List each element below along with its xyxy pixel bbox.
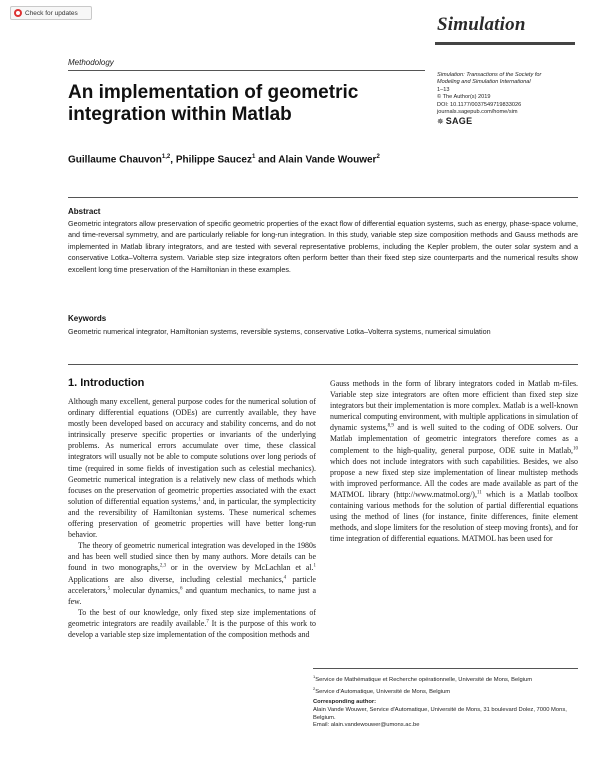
page-range: 1–13 — [437, 86, 450, 93]
author-affiliation: 2 — [376, 154, 380, 160]
citation: 7 — [206, 619, 209, 625]
author-name: Alain Vande Wouwer — [278, 154, 377, 166]
paragraph: Gauss methods in the form of library integrators coded in Matlab m-files. Variable step size integrators are often more efficient than fixed step size integrators but their implementation is more complex. Matlab is a well-known numerical computing environment, with multiple applications in simulation of dynamic systems,$^{8,9}$ and is well suited to the coding of ODE solvers. Our Matlab implementation of geometric integrators therefore comes as a complement to the high-quality, general purpose, ODE suite in Matlab,$^{10}$ which does not include integrators with such capabilities. Besides, we also propose a new fixed step size implementation of linear multistep methods with improved performance. All the codes are made available as part of the MATMOL library (http://www.matmol.org/),$^{11}$ which is a Matlab toolbox containing various methods for the solution of partial differential equations using the method of lines (for instance, finite differences, finite element methods, and slope limiters for the resolution of steep moving fronts), and for time integration of differential equations. MATMOL has been used for — [330, 379, 578, 544]
update-icon — [14, 9, 22, 17]
paragraph: Although many excellent, general purpose codes for the numerical solution of ordinary differential equations (ODEs) are currently available, they have mostly been developed based on accuracy and stability concerns, and do not intrinsically preserve specific properties or invariants of the underlying problems. As numerical errors accumulate over time, these classical integrators will usually not be able to compute solutions over long periods of time (required in some fields of investigation such as celestial mechanics). Geometric numerical integration is a relatively new class of methods which focuses on the preservation of geometric properties associated with the exact solution of differential equation systems,$^1$ and, in particular, the symplecticity and the reversibility of Hamiltonian systems. These numerical schemes offering preservation of geometric properties will have better long-run behavior. — [68, 397, 317, 540]
citation: 2,3 — [159, 563, 167, 569]
paragraph: To the best of our knowledge, only fixed step size implementations of geometric integrators are readily available.$^7$ It is the purpose of this work to develop a variable step size implementation of the composition methods and — [68, 607, 316, 639]
keywords-heading: Keywords — [68, 314, 107, 323]
citation: 10 — [573, 445, 578, 451]
affiliation-footnote: $^1$Service de Mathématique et Recherche opérationnelle, Université de Mons, Belgium — [313, 674, 533, 683]
citation: 5 — [107, 585, 111, 591]
abstract-text: Geometric integrators allow preservation of specific geometric properties of the exact flow of differential equation systems, such as energy, phase-space volume, and time-reversal symmetry, and are particularly reliable for long-run integration. In this study, variable step size composition methods and Gauss methods are implemented in Matlab library integrators, and are tested with several representative problems, including the Kepler problem, the outer solar system and a conservative Lotka–Volterra system. Variable step size integrators often perform better than their fixed step size counterparts and the numerical results show excellent long time preservation of the Hamiltonian in these examples. — [68, 219, 578, 274]
corresponding-author-heading: Corresponding author: — [313, 699, 377, 706]
abstract-top-divider — [68, 197, 578, 198]
footnote-divider — [313, 668, 578, 669]
right-column — [330, 378, 578, 544]
keywords-text: Geometric numerical integrator, Hamiltonian systems, reversible systems, conservative Lotka–Volterra systems, numerical simulation — [68, 327, 491, 336]
check-for-updates-label: Check for updates — [25, 9, 78, 17]
journal-info — [437, 72, 577, 126]
check-for-updates-badge[interactable] — [10, 6, 92, 20]
left-column — [68, 396, 316, 640]
copyright: © The Author(s) 2019 — [437, 94, 491, 101]
journal-name-line: Simulation: Transactions of the Society for — [437, 72, 542, 78]
publisher-logo — [437, 117, 577, 126]
journal-name-line: Modeling and Simulation International — [437, 79, 531, 86]
affiliation-footnote: $^2$Service d'Automatique, Université de Mons, Belgium — [313, 685, 451, 695]
citation: 6 — [179, 585, 183, 591]
corresponding-author-address: Alain Vande Wouwer, Service d'Automatique, Université de Mons, 31 boulevard Dolez, 7000 Mons, Belgium. — [313, 706, 567, 721]
footnotes — [313, 673, 578, 730]
sage-mark-icon: ✵ — [437, 116, 444, 126]
journal-logo: Simulation — [437, 14, 526, 35]
corresponding-author-email: Email: alain.vandewouwer@umons.ac.be — [313, 722, 420, 729]
author-affiliation: 1 — [251, 154, 256, 160]
abstract-heading: Abstract — [68, 207, 101, 216]
top-divider — [68, 70, 425, 71]
paper-title: An implementation of geometric integration within Matlab — [68, 82, 359, 125]
doi: DOI: 10.1177/0037549719833026 — [437, 101, 522, 108]
author-name: Philippe Saucez — [175, 154, 252, 166]
paragraph: The theory of geometric numerical integration was developed in the 1980s and has been well studied since then by many authors. More details can be found in two monographs,$^{2,3}$ or in the overview by McLachlan et al.$^1$ Applications are also diverse, including celestial mechanics,$^4$ particle accelerators,$^5$ molecular dynamics,$^6$ and quantum mechanics, to name just a few. — [68, 541, 316, 606]
author-separator: and — [255, 154, 279, 166]
author-list — [68, 154, 380, 165]
citation: 1 — [313, 563, 316, 569]
journal-url: journals.sagepub.com/home/sim — [437, 109, 518, 116]
abstract-bottom-divider — [68, 364, 578, 365]
citation: 11 — [476, 490, 482, 496]
logo-divider — [435, 42, 575, 45]
introduction-heading: 1. Introduction — [68, 377, 145, 389]
citation: 4 — [283, 574, 287, 580]
citation: 8,9 — [387, 423, 394, 429]
citation: 1 — [198, 497, 201, 503]
author-separator: , — [170, 154, 176, 166]
section-label: Methodology — [68, 58, 114, 67]
author-name: Guillaume Chauvon — [68, 154, 162, 166]
author-affiliation: 1,2 — [161, 154, 171, 160]
publisher-name: SAGE — [445, 116, 473, 127]
